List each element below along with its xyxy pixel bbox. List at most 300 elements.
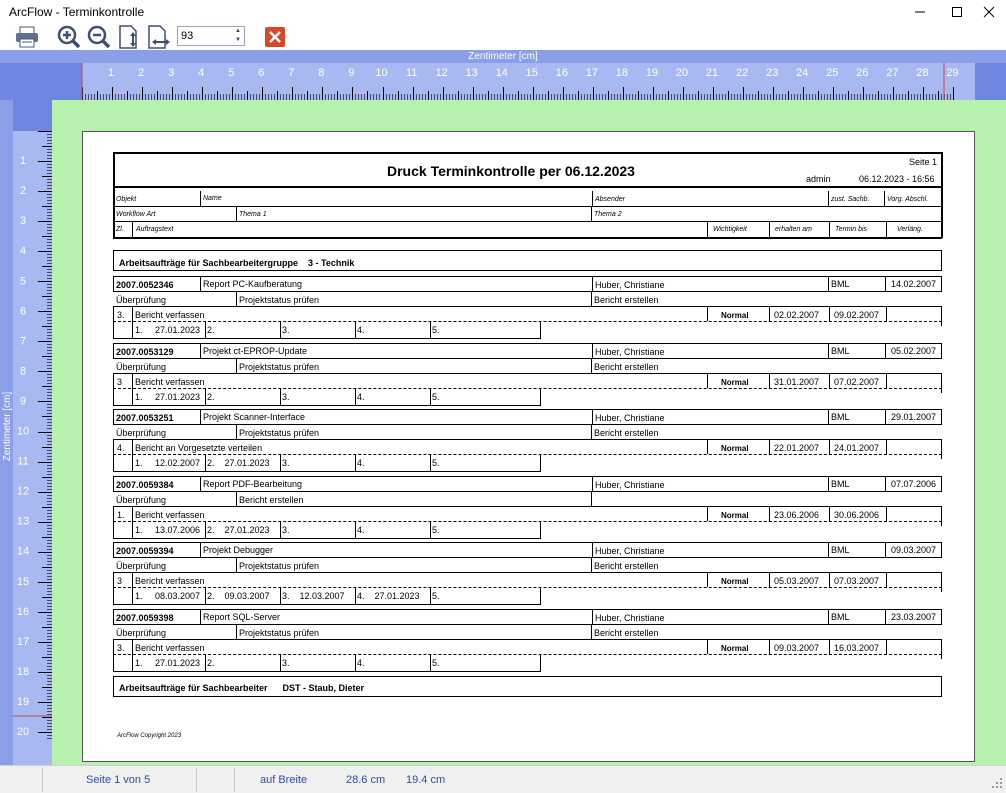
record-absender: Huber, Christiane	[595, 413, 665, 423]
record-name: Projekt Scanner-Interface	[203, 412, 306, 422]
record-row-rule	[113, 639, 942, 640]
report-rule	[355, 388, 356, 405]
record-dashed-rule	[113, 587, 942, 588]
col-header-wichtigkeit: Wichtigkeit	[713, 226, 747, 233]
report-rule	[132, 639, 133, 672]
report-rule	[200, 609, 201, 624]
report-rule	[707, 639, 708, 654]
top-ruler-number: 14	[495, 67, 508, 79]
record-dashed-rule	[113, 454, 942, 455]
record-verlaengerung-slot: 3.	[282, 525, 290, 535]
close-icon	[983, 6, 995, 18]
record-verlaengerung-slot: 1. 08.03.2007	[135, 591, 201, 601]
report-rule	[592, 343, 593, 358]
header-frame-bottom2	[113, 237, 942, 239]
record-dashed-rule	[113, 654, 942, 655]
report-user: admin	[806, 174, 831, 184]
resize-grip-icon[interactable]	[990, 776, 1004, 790]
record-abschl: 14.02.2007	[891, 279, 937, 289]
record-left-rule	[113, 572, 114, 605]
record-erhalten: 22.01.2007	[774, 443, 820, 453]
record-erhalten: 23.06.2006	[774, 510, 820, 520]
record-sachb: BML	[831, 412, 850, 422]
report-rule	[355, 321, 356, 338]
record-top-rule	[113, 276, 942, 277]
report-rule	[540, 388, 541, 405]
record-right-rule	[941, 476, 942, 492]
header-frame-top	[113, 152, 942, 154]
record-workflow-art: Überprüfung	[116, 428, 167, 438]
report-rule	[707, 439, 708, 454]
report-copyright: ArcFlow Copyright 2023	[117, 733, 182, 739]
report-rule	[592, 609, 593, 624]
report-rule	[591, 358, 592, 373]
left-ruler-number: 3	[19, 215, 27, 228]
col-header-thema2: Thema 2	[594, 211, 622, 218]
group-heading-sachbearbeiter: Arbeitsaufträge für Sachbearbeiter DST - Staub, Dieter	[119, 683, 365, 693]
record-verlaengerung-slot: 5.	[432, 458, 440, 468]
record-sachb: BML	[831, 612, 850, 622]
record-abschl: 23.03.2007	[891, 612, 937, 622]
report-rule	[769, 572, 770, 587]
record-verlaengerung-slot: 1. 13.07.2006	[135, 525, 201, 535]
report-rule	[430, 388, 431, 405]
record-left-rule	[113, 276, 114, 292]
top-ruler-number: 2	[138, 67, 145, 79]
record-thema2: Bericht erstellen	[594, 295, 659, 305]
top-ruler-caption: Zentimeter [cm]	[468, 51, 538, 62]
report-rule	[280, 454, 281, 471]
record-verlaengerung-slot: 1. 27.01.2023	[135, 392, 201, 402]
zoom-value: 93	[181, 30, 194, 42]
col-header-erhalten-am: erhalten am	[775, 226, 812, 233]
report-rule	[430, 654, 431, 671]
left-ruler-number: 1	[19, 155, 27, 168]
record-bottom-rule	[113, 671, 541, 672]
record-termin: 09.02.2007	[834, 310, 880, 320]
record-thema1: Projektstatus prüfen	[239, 561, 320, 571]
record-verlaengerung-slot: 1. 12.02.2007	[135, 458, 201, 468]
report-rule	[430, 321, 431, 338]
record-name: Projekt Debugger	[203, 545, 274, 555]
report-rule	[707, 572, 708, 587]
record-wichtigkeit: Normal	[721, 444, 749, 453]
fit-height-button[interactable]	[115, 24, 143, 50]
status-fit-mode: auf Breite	[260, 774, 308, 786]
record-name: Projekt ct-EPROP-Update	[203, 346, 308, 356]
record-auftragstext: Bericht verfassen	[135, 377, 205, 387]
top-ruler-number: 29	[946, 67, 959, 79]
record-row-rule	[113, 557, 942, 558]
record-zl: 3.	[117, 643, 125, 653]
status-separator	[196, 768, 197, 792]
record-auftragstext: Bericht verfassen	[135, 576, 205, 586]
report-rule	[591, 291, 592, 306]
report-rule	[540, 654, 541, 671]
top-ruler-number: 19	[645, 67, 659, 79]
top-ruler-number: 25	[826, 67, 839, 79]
record-sachb: BML	[831, 479, 850, 489]
status-page-info: Seite 1 von 5	[86, 774, 151, 786]
report-rule	[886, 572, 887, 587]
top-ruler-number: 7	[288, 67, 295, 79]
record-workflow-art: Überprüfung	[116, 295, 167, 305]
fit-page-width-icon	[146, 25, 172, 49]
record-zl: 3.	[117, 310, 125, 320]
maximize-icon	[951, 6, 963, 18]
left-ruler-number: 19	[16, 695, 30, 708]
report-rule	[200, 191, 201, 206]
top-ruler-number: 20	[675, 67, 689, 79]
report-rule	[132, 306, 133, 339]
record-left-rule	[113, 542, 114, 558]
report-rule	[829, 639, 830, 654]
record-verlaengerung-slot: 3.	[282, 658, 290, 668]
record-left-rule	[113, 306, 114, 339]
left-ruler-number: 14	[16, 545, 30, 558]
record-verlaengerung-slot: 2.	[207, 392, 215, 402]
record-thema2: Bericht erstellen	[594, 428, 659, 438]
record-workflow-art: Überprüfung	[116, 495, 167, 505]
header-frame-right	[941, 152, 943, 238]
fit-page-height-icon	[117, 25, 141, 49]
record-right-rule	[941, 439, 942, 459]
report-rule	[592, 542, 593, 557]
zoom-out-button[interactable]	[85, 24, 113, 50]
col-header-absender: Absender	[595, 196, 625, 203]
report-rule	[769, 306, 770, 321]
record-objekt: 2007.0052346	[116, 280, 174, 290]
record-wichtigkeit: Normal	[721, 644, 749, 653]
report-rule	[280, 654, 281, 671]
top-ruler-number: 1	[107, 67, 115, 79]
top-ruler-number: 17	[585, 67, 598, 79]
left-ruler-number: 4	[19, 245, 27, 258]
record-abschl: 07.07.2006	[891, 479, 937, 489]
record-right-rule	[941, 409, 942, 425]
top-ruler-number: 26	[856, 67, 869, 79]
report-rule	[769, 639, 770, 654]
report-rule	[769, 221, 770, 237]
record-verlaengerung-slot: 5.	[432, 658, 440, 668]
report-rule	[205, 454, 206, 471]
record-verlaengerung-slot: 3.	[282, 325, 290, 335]
close-window-button[interactable]	[972, 0, 1006, 24]
print-button[interactable]	[12, 24, 42, 50]
report-rule	[592, 191, 593, 206]
report-rule	[132, 373, 133, 406]
record-auftragstext: Bericht an Vorgesetzte verteilen	[135, 443, 263, 453]
record-bottom-rule	[113, 538, 541, 539]
record-row-rule	[113, 358, 942, 359]
record-right-rule	[941, 609, 942, 625]
record-thema1: Projektstatus prüfen	[239, 362, 320, 372]
record-left-rule	[113, 506, 114, 539]
report-rule	[829, 221, 830, 237]
report-rule	[885, 542, 886, 557]
report-rule	[236, 624, 237, 639]
record-objekt: 2007.0053129	[116, 347, 174, 357]
report-rule	[132, 221, 133, 237]
record-right-rule	[941, 306, 942, 326]
top-ruler-number: 16	[555, 67, 568, 79]
left-ruler-number: 2	[19, 185, 27, 198]
record-verlaengerung-slot: 5.	[432, 325, 440, 335]
top-ruler-number: 9	[348, 67, 355, 79]
fit-width-button[interactable]	[145, 24, 173, 50]
zoom-out-icon	[87, 25, 111, 49]
toolbar	[0, 24, 1006, 50]
report-rule	[884, 191, 885, 206]
left-ruler-ticks	[13, 100, 52, 765]
col-header-thema1: Thema 1	[239, 211, 267, 218]
status-bar	[0, 765, 1006, 793]
report-rule	[707, 506, 708, 521]
group-box-right	[941, 250, 942, 271]
record-bottom-rule	[113, 338, 541, 339]
record-erhalten: 09.03.2007	[774, 643, 820, 653]
group-box-bottom	[113, 270, 942, 271]
report-rule	[205, 587, 206, 604]
group-box-left	[113, 676, 114, 697]
zoom-in-icon	[57, 25, 81, 49]
record-bottom-rule	[113, 471, 541, 472]
report-rule	[829, 439, 830, 454]
group-heading-technik: Arbeitsaufträge für Sachbearbeitergruppe 3 - Technik	[119, 258, 355, 268]
top-ruler-number: 4	[198, 67, 205, 79]
report-rule	[205, 654, 206, 671]
left-ruler-number: 15	[16, 575, 30, 588]
report-rule	[200, 476, 201, 491]
record-top-rule	[113, 343, 942, 344]
record-zl: 1.	[117, 510, 125, 520]
top-ruler-number: 10	[375, 67, 388, 79]
report-rule	[430, 587, 431, 604]
record-left-rule	[113, 409, 114, 425]
record-verlaengerung-slot: 3. 12.03.2007	[282, 591, 345, 601]
record-termin: 30.06.2006	[834, 510, 880, 520]
record-verlaengerung-slot: 1. 27.01.2023	[135, 325, 201, 335]
zoom-input[interactable]	[177, 26, 245, 46]
top-ruler-number: 5	[228, 67, 235, 79]
zoom-in-button[interactable]	[55, 24, 83, 50]
record-objekt: 2007.0059394	[116, 546, 174, 556]
report-rule	[886, 639, 887, 654]
record-erhalten: 05.03.2007	[774, 576, 820, 586]
record-absender: Huber, Christiane	[595, 280, 665, 290]
record-thema2: Bericht erstellen	[594, 561, 659, 571]
record-row-rule	[113, 572, 942, 573]
record-thema1: Projektstatus prüfen	[239, 428, 320, 438]
report-rule	[200, 542, 201, 557]
report-page	[82, 131, 975, 762]
report-rule	[829, 506, 830, 521]
report-rule	[205, 388, 206, 405]
header-row-rule	[113, 221, 942, 222]
report-rule	[828, 409, 829, 424]
record-erhalten: 02.02.2007	[774, 310, 820, 320]
left-ruler-number: 7	[19, 335, 27, 348]
report-rule	[236, 557, 237, 572]
record-verlaengerung-slot: 5.	[432, 525, 440, 535]
window-title: ArcFlow - Terminkontrolle	[9, 5, 145, 19]
record-name: Report PC-Kaufberatung	[203, 279, 303, 289]
record-auftragstext: Bericht verfassen	[135, 510, 205, 520]
left-ruler-caption: Zentimeter [cm]	[2, 391, 13, 462]
record-row-rule	[113, 373, 942, 374]
status-separator	[42, 768, 43, 792]
report-rule	[280, 321, 281, 338]
record-top-rule	[113, 409, 942, 410]
record-right-rule	[941, 572, 942, 592]
report-rule	[707, 306, 708, 321]
header-row-rule	[113, 206, 942, 207]
top-ruler-ticks	[0, 63, 1006, 100]
report-rule	[430, 454, 431, 471]
record-verlaengerung-slot: 2. 09.03.2007	[207, 591, 270, 601]
close-preview-button[interactable]	[262, 24, 288, 50]
group-box-bottom	[113, 696, 942, 697]
col-header-workflow-art: Workflow Art	[116, 211, 156, 218]
record-dashed-rule	[113, 521, 942, 522]
record-thema2: Bericht erstellen	[594, 362, 659, 372]
maximize-button[interactable]	[940, 0, 974, 24]
report-rule	[769, 506, 770, 521]
record-zl: 4.	[117, 443, 125, 453]
record-bottom-rule	[113, 405, 541, 406]
top-ruler-number: 8	[318, 67, 325, 79]
report-rule	[132, 572, 133, 605]
record-zl: 3	[117, 576, 123, 586]
col-header-zust-sachb: zust. Sachb.	[831, 196, 870, 203]
record-objekt: 2007.0059398	[116, 613, 174, 623]
report-rule	[236, 491, 237, 506]
top-ruler-number: 11	[405, 67, 418, 79]
status-page-height: 19.4 cm	[406, 774, 446, 786]
status-page-width: 28.6 cm	[346, 774, 386, 786]
record-abschl: 09.03.2007	[891, 545, 937, 555]
col-header-vorg-abschl: Vorg. Abschl.	[887, 196, 929, 203]
record-row-rule	[113, 491, 942, 492]
record-left-rule	[113, 439, 114, 472]
report-rule	[885, 609, 886, 624]
record-sachb: BML	[831, 346, 850, 356]
report-rule	[355, 654, 356, 671]
report-rule	[592, 276, 593, 291]
record-name: Report PDF-Bearbeitung	[203, 479, 303, 489]
record-verlaengerung-slot: 3.	[282, 392, 290, 402]
top-ruler-number: 27	[886, 67, 899, 79]
record-absender: Huber, Christiane	[595, 480, 665, 490]
record-termin: 16.03.2007	[834, 643, 880, 653]
record-right-rule	[941, 542, 942, 558]
record-verlaengerung-slot: 4.	[357, 458, 365, 468]
report-rule	[828, 276, 829, 291]
report-rule	[886, 306, 887, 321]
record-top-rule	[113, 542, 942, 543]
report-rule	[707, 221, 708, 237]
record-sachb: BML	[831, 279, 850, 289]
report-rule	[355, 587, 356, 604]
left-ruler-number: 13	[16, 515, 30, 528]
report-rule	[132, 506, 133, 539]
top-ruler-number: 24	[796, 67, 809, 79]
record-absender: Huber, Christiane	[595, 347, 665, 357]
top-ruler-number: 15	[525, 67, 538, 79]
header-frame-left	[113, 152, 115, 238]
header-frame-bottom	[113, 186, 942, 188]
record-name: Report SQL-Server	[203, 612, 281, 622]
record-auftragstext: Bericht verfassen	[135, 310, 205, 320]
record-right-rule	[941, 276, 942, 292]
report-rule	[430, 521, 431, 538]
record-right-rule	[941, 506, 942, 526]
report-rule	[591, 206, 592, 221]
report-rule	[828, 343, 829, 358]
record-left-rule	[113, 343, 114, 359]
report-rule	[540, 454, 541, 471]
report-rule	[236, 206, 237, 221]
record-wichtigkeit: Normal	[721, 511, 749, 520]
report-rule	[355, 521, 356, 538]
record-verlaengerung-slot: 1. 27.01.2023	[135, 658, 201, 668]
minimize-button[interactable]	[903, 0, 937, 24]
report-rule	[828, 542, 829, 557]
record-workflow-art: Überprüfung	[116, 362, 167, 372]
report-rule	[205, 321, 206, 338]
printer-icon	[14, 26, 40, 48]
report-title: Druck Terminkontrolle per 06.12.2023	[387, 163, 635, 179]
report-rule	[828, 191, 829, 206]
report-rule	[885, 409, 886, 424]
report-rule	[886, 439, 887, 454]
record-bottom-rule	[113, 604, 541, 605]
record-right-rule	[941, 639, 942, 659]
top-ruler-number: 21	[705, 67, 719, 79]
record-row-rule	[113, 291, 942, 292]
report-rule	[886, 373, 887, 388]
record-verlaengerung-slot: 4. 27.01.2023	[357, 591, 420, 601]
record-dashed-rule	[113, 321, 942, 322]
left-ruler-number: 6	[19, 305, 27, 318]
left-ruler-number: 5	[19, 275, 27, 288]
record-right-rule	[941, 343, 942, 359]
record-thema2: Bericht erstellen	[594, 628, 659, 638]
zoom-spinner[interactable]: ▲ ▼	[235, 28, 241, 43]
record-top-rule	[113, 609, 942, 610]
report-rule	[707, 373, 708, 388]
record-thema1: Projektstatus prüfen	[239, 295, 320, 305]
col-header-auftragstext: Auftragstext	[136, 226, 174, 233]
report-rule	[205, 521, 206, 538]
left-ruler-number: 18	[16, 665, 30, 678]
top-ruler-number: 12	[435, 67, 448, 79]
record-row-rule	[113, 506, 942, 507]
report-rule	[886, 221, 887, 237]
report-rule	[236, 358, 237, 373]
record-left-rule	[113, 639, 114, 672]
record-verlaengerung-slot: 4.	[357, 658, 365, 668]
record-row-rule	[113, 439, 942, 440]
record-dashed-rule	[113, 388, 942, 389]
record-verlaengerung-slot: 3.	[282, 458, 290, 468]
record-objekt: 2007.0053251	[116, 413, 174, 423]
top-ruler-number: 23	[766, 67, 779, 79]
close-x-icon	[265, 27, 285, 47]
left-ruler-number: 10	[16, 425, 30, 438]
report-datetime: 06.12.2023 - 16:56	[859, 174, 935, 184]
col-header-name: Name	[203, 195, 222, 202]
